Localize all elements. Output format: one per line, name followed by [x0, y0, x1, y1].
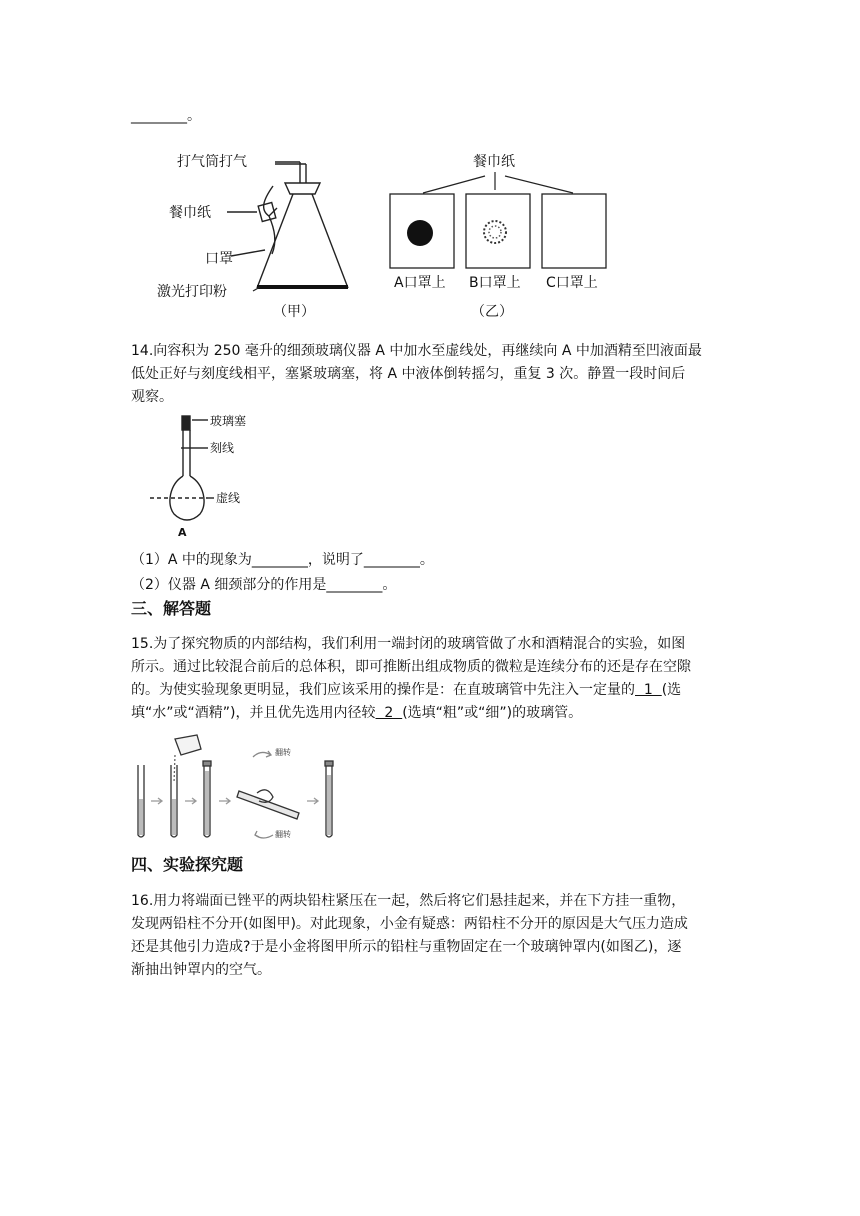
q15-line-4: 填“水”或“酒精”)，并且优先选用内径较 2 (选填“粗”或“细”)的玻璃管。: [131, 705, 583, 721]
box-a-label: A口罩上: [394, 275, 446, 291]
blank-2: 2: [375, 705, 403, 721]
q16-line-4: 渐抽出钟罩内的空气。: [131, 962, 271, 978]
section-3-heading: 三、解答题: [131, 599, 212, 618]
blank-1: 1: [635, 682, 662, 698]
previous-question-blank: ________。: [131, 108, 201, 124]
box-c-mask: [542, 194, 606, 268]
volumetric-flask-figure: [150, 414, 270, 544]
box-c-label: C口罩上: [546, 275, 598, 291]
box-b-label: B口罩上: [469, 275, 521, 291]
q15-line-1: 15.为了探究物质的内部结构，我们利用一端封闭的玻璃管做了水和酒精混合的实验，如图: [131, 636, 686, 652]
q16-line-3: 还是其他引力造成?于是小金将图甲所示的铅柱与重物固定在一个玻璃钟罩内(如图乙)，逐: [131, 939, 682, 955]
q14-sub-1: （1）A 中的现象为________，说明了________。: [131, 552, 434, 568]
q15-line-2: 所示。通过比较混合前后的总体积，即可推断出组成物质的微粒是连续分布的还是存在空隙: [131, 659, 691, 675]
q14-line-3: 观察。: [131, 389, 173, 405]
label-napkin-top: 餐巾纸: [473, 154, 515, 170]
label-flip-bottom: 翻转: [275, 830, 291, 839]
label-mask: 口罩: [205, 251, 233, 267]
label-scale-line: 刻线: [210, 441, 235, 455]
caption-jia: （甲）: [273, 304, 315, 320]
box-b-mask: [466, 194, 530, 268]
section-4-heading: 四、实验探究题: [131, 855, 244, 874]
label-powder: 激光打印粉: [157, 284, 227, 300]
question-13-figure: [157, 150, 625, 325]
toner-layer: [257, 285, 348, 289]
heavy-toner-spot: [407, 220, 433, 246]
q14-line-2: 低处正好与刻度线相平，塞紧玻璃塞，将 A 中液体倒转摇匀，重复 3 次。静置一段时间后: [131, 366, 686, 382]
label-napkin: 餐巾纸: [169, 205, 211, 221]
label-dashed-line: 虚线: [216, 491, 241, 505]
tube-flip-figure: [131, 735, 351, 845]
caption-yi: （乙）: [471, 304, 513, 320]
flask-apparatus: [227, 162, 348, 288]
q16-line-1: 16.用力将端面已锉平的两块铅柱紧压在一起，然后将它们悬挂起来，并在下方挂一重物，: [131, 893, 686, 909]
label-pump: 打气筒打气: [177, 154, 247, 170]
label-flip-top: 翻转: [275, 748, 291, 757]
q15-line-3: 的。为使实验现象更明显，我们应该采用的操作是：在直玻璃管中先注入一定量的 1 (选: [131, 682, 682, 698]
label-stopper: 玻璃塞: [210, 414, 247, 428]
q14-line-1: 14.向容积为 250 毫升的细颈玻璃仪器 A 中加水至虚线处，再继续向 A 中加酒精至凹液面最: [131, 343, 702, 359]
napkin-connectors: [423, 172, 573, 193]
label-instrument-a: A: [178, 526, 187, 539]
q16-line-2: 发现两铅柱不分开(如图甲)。对此现象，小金有疑惑：两铅柱不分开的原因是大气压力造成: [131, 916, 688, 932]
q14-sub-2: （2）仪器 A 细颈部分的作用是________。: [131, 577, 397, 593]
light-toner-spot: [484, 221, 506, 243]
